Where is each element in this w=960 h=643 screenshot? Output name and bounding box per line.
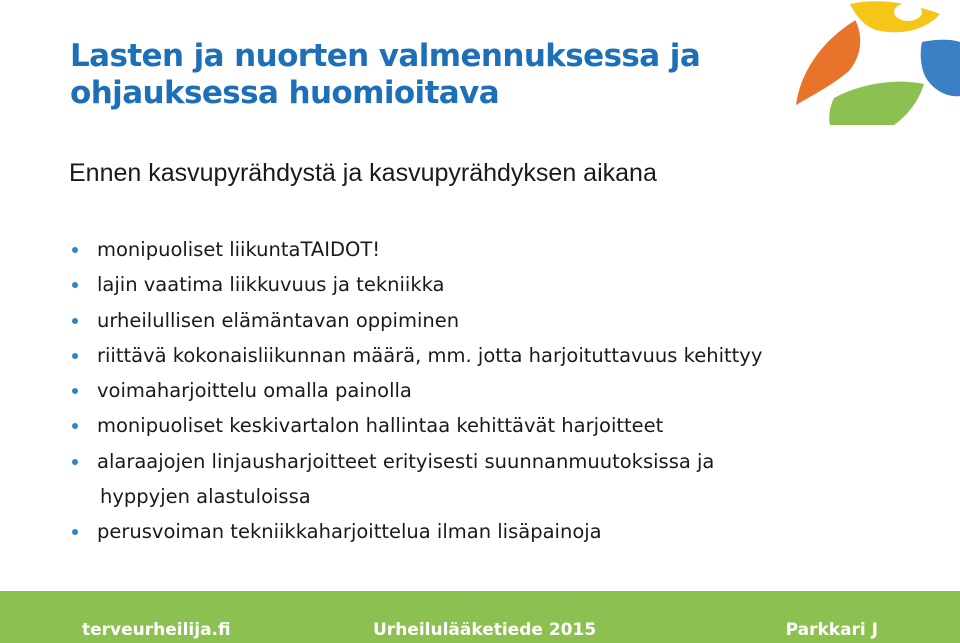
slide-subtitle: Ennen kasvupyrähdystä ja kasvupyrähdyksen aikana	[69, 159, 657, 187]
bullet-item	[72, 232, 932, 267]
bullet-text: urheilullisen elämäntavan oppiminen	[97, 308, 460, 332]
slide-title-line-2: ohjauksessa huomioitava	[70, 75, 500, 111]
bullet-text: monipuoliset keskivartalon hallintaa kehittävät harjoitteet	[97, 414, 664, 438]
slide-title	[70, 38, 830, 112]
bullet-text: lajin vaatima liikkuvuus ja tekniikka	[97, 273, 445, 297]
bullet-text: perusvoiman tekniikkaharjoittelua ilman lisäpainoja	[97, 520, 602, 544]
bullet-text: riittävä kokonaisliikunnan määrä, mm. jotta harjoituttavuus kehittyy	[97, 343, 763, 367]
slide-title-line-1: Lasten ja nuorten valmennuksessa ja	[70, 38, 701, 74]
footer-event: Urheilulääketiede 2015	[373, 620, 597, 640]
bullet-item	[72, 408, 932, 443]
bullet-item	[72, 338, 932, 373]
footer-website: terveurheilija.fi	[82, 620, 231, 640]
footer-author: Parkkari J	[785, 620, 878, 640]
footer-bar	[0, 591, 960, 643]
bullet-text: monipuoliset liikuntaTAIDOT!	[97, 238, 381, 261]
bullet-item	[72, 444, 932, 515]
bullet-text: alaraajojen linjausharjoitteet erityisesti suunnanmuutoksissa ja	[97, 449, 715, 473]
bullet-text: voimaharjoittelu omalla painolla	[97, 379, 412, 403]
bullet-item	[72, 373, 932, 408]
bullet-item	[72, 267, 932, 302]
bullet-list	[72, 232, 932, 550]
bullet-text-continuation: hyppyjen alastuloissa	[100, 485, 311, 509]
bullet-item	[72, 514, 932, 549]
bullet-item	[72, 303, 932, 338]
